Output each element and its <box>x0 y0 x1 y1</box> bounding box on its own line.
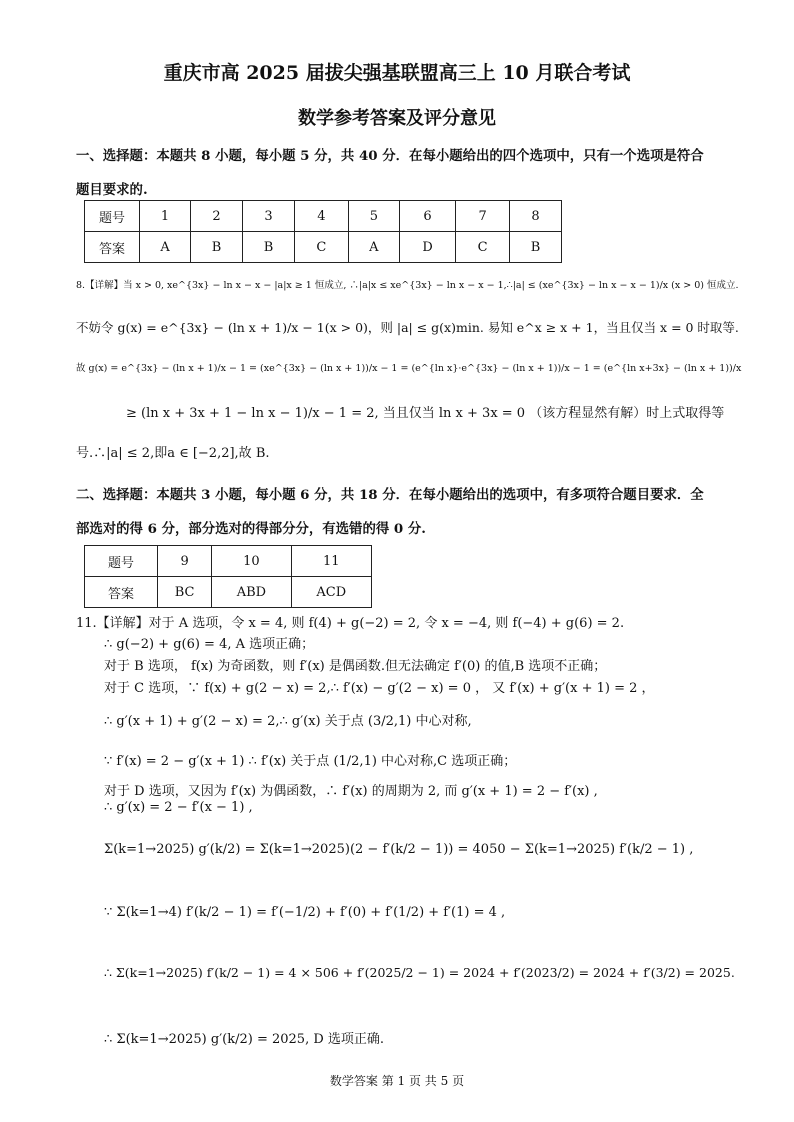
answer-cell: A <box>348 232 399 263</box>
section2-intro-line2: 部选对的得 6 分，部分选对的得部分分，有选错的得 0 分. <box>76 521 426 537</box>
row-label-answer: 答案 <box>85 577 158 608</box>
q11-line10: ∵ Σ(k=1→4) f′(k/2 − 1) = f′(−1/2) + f′(0) + f′(1/2) + f′(1) = 4 , <box>104 905 506 920</box>
question-number: 11 <box>291 546 371 577</box>
q8-line2: 不妨令 g(x) = e^{3x} − (ln x + 1)/x − 1(x > 0)，则 |a| ≤ g(x)min. 易知 e^x ≥ x + 1，当且仅当 x = 0 时取等. <box>76 320 739 335</box>
answer-cell: ACD <box>291 577 371 608</box>
section2-intro <box>76 478 726 546</box>
q11-line7: 对于 D 选项，又因为 f′(x) 为偶函数，∴ f′(x) 的周期为 2, 而 g′(x + 1) = 2 − f′(x) , <box>104 784 598 799</box>
answer-cell: ABD <box>212 577 291 608</box>
answer-cell: D <box>399 232 455 263</box>
q11-line1: 11.【详解】对于 A 选项，令 x = 4, 则 f(4) + g(−2) = 2, 令 x = −4, 则 f(−4) + g(6) = 2. <box>76 616 625 631</box>
section1-answer-table <box>84 200 562 263</box>
page-title: 重庆市高 2025 届拔尖强基联盟高三上 10 月联合考试 <box>163 62 631 84</box>
row-label-answer: 答案 <box>85 232 140 263</box>
q11-line2: ∴ g(−2) + g(6) = 4, A 选项正确； <box>104 637 315 652</box>
question-number: 9 <box>158 546 212 577</box>
question-number: 7 <box>456 201 510 232</box>
table-row <box>85 232 562 263</box>
q11-line5: ∴ g′(x + 1) + g′(2 − x) = 2,∴ g′(x) 关于点 (3/2,1) 中心对称, <box>104 714 472 729</box>
q11-line8: ∴ g′(x) = 2 − f′(x − 1) , <box>104 800 253 815</box>
answer-cell: B <box>510 232 562 263</box>
q8-line3: 故 g(x) = e^{3x} − (ln x + 1)/x − 1 = (xe^{3x} − (ln x + 1))/x − 1 = (e^{ln x}·e^{3x} − (ln x + 1))/x − 1 = (e^{ln x+3x} − (ln x + 1))/x <box>76 363 742 374</box>
q11-line3: 对于 B 选项， f(x) 为奇函数，则 f′(x) 是偶函数.但无法确定 f′(0) 的值,B 选项不正确； <box>104 659 607 674</box>
q8-line4: ≥ (ln x + 3x + 1 − ln x − 1)/x − 1 = 2, 当且仅当 ln x + 3x = 0 （该方程显然有解）时上式取得等 <box>126 406 725 421</box>
row-label-question: 题号 <box>85 201 140 232</box>
section2-answer-table <box>84 545 372 608</box>
row-label-question: 题号 <box>85 546 158 577</box>
question-number: 4 <box>294 201 348 232</box>
q11-line6: ∵ f′(x) = 2 − g′(x + 1) ∴ f′(x) 关于点 (1/2,1) 中心对称,C 选项正确； <box>104 754 517 769</box>
answer-cell: A <box>140 232 191 263</box>
q8-line5: 号.∴|a| ≤ 2,即a ∈ [−2,2],故 B. <box>76 446 270 461</box>
section1-intro <box>76 139 726 207</box>
q11-line12: ∴ Σ(k=1→2025) g′(k/2) = 2025, D 选项正确. <box>104 1032 385 1047</box>
question-number: 10 <box>212 546 291 577</box>
table-row <box>85 201 562 232</box>
page-footer: 数学答案 第 1 页 共 5 页 <box>329 1074 465 1088</box>
q11-line11: ∴ Σ(k=1→2025) f′(k/2 − 1) = 4 × 506 + f′(2025/2 − 1) = 2024 + f′(2023/2) = 2024 + f′(3/2) = 2025. <box>104 965 735 980</box>
table-row <box>85 546 372 577</box>
answer-cell: C <box>456 232 510 263</box>
answer-cell: B <box>243 232 295 263</box>
q11-line9: Σ(k=1→2025) g′(k/2) = Σ(k=1→2025)(2 − f′(k/2 − 1)) = 4050 − Σ(k=1→2025) f′(k/2 − 1) , <box>104 842 694 857</box>
page-subtitle: 数学参考答案及评分意见 <box>298 108 496 129</box>
question-number: 8 <box>510 201 562 232</box>
q8-line1: 8.【详解】当 x > 0, xe^{3x} − ln x − x − |a|x ≥ 1 恒成立, ∴|a|x ≤ xe^{3x} − ln x − x − 1,∴|a| ≤ (xe^{3x} − ln x − x − 1)/x (x > 0) 恒成立. <box>76 280 739 291</box>
question-number: 6 <box>399 201 455 232</box>
section1-intro-line2: 题目要求的. <box>76 182 148 198</box>
question-number: 1 <box>140 201 191 232</box>
answer-cell: BC <box>158 577 212 608</box>
q11-line4: 对于 C 选项，∵ f(x) + g(2 − x) = 2,∴ f′(x) − g′(2 − x) = 0 ， 又 f′(x) + g′(x + 1) = 2 ， <box>104 681 655 696</box>
question-number: 5 <box>348 201 399 232</box>
answer-cell: B <box>191 232 243 263</box>
section2-intro-line1: 二、选择题：本题共 3 小题，每小题 6 分，共 18 分．在每小题给出的选项中，有多项符合题目要求．全 <box>76 487 704 503</box>
question-number: 3 <box>243 201 295 232</box>
table-row <box>85 577 372 608</box>
section1-intro-line1: 一、选择题：本题共 8 小题，每小题 5 分，共 40 分．在每小题给出的四个选项中，只有一个选项是符合 <box>76 148 704 164</box>
question-number: 2 <box>191 201 243 232</box>
answer-cell: C <box>294 232 348 263</box>
